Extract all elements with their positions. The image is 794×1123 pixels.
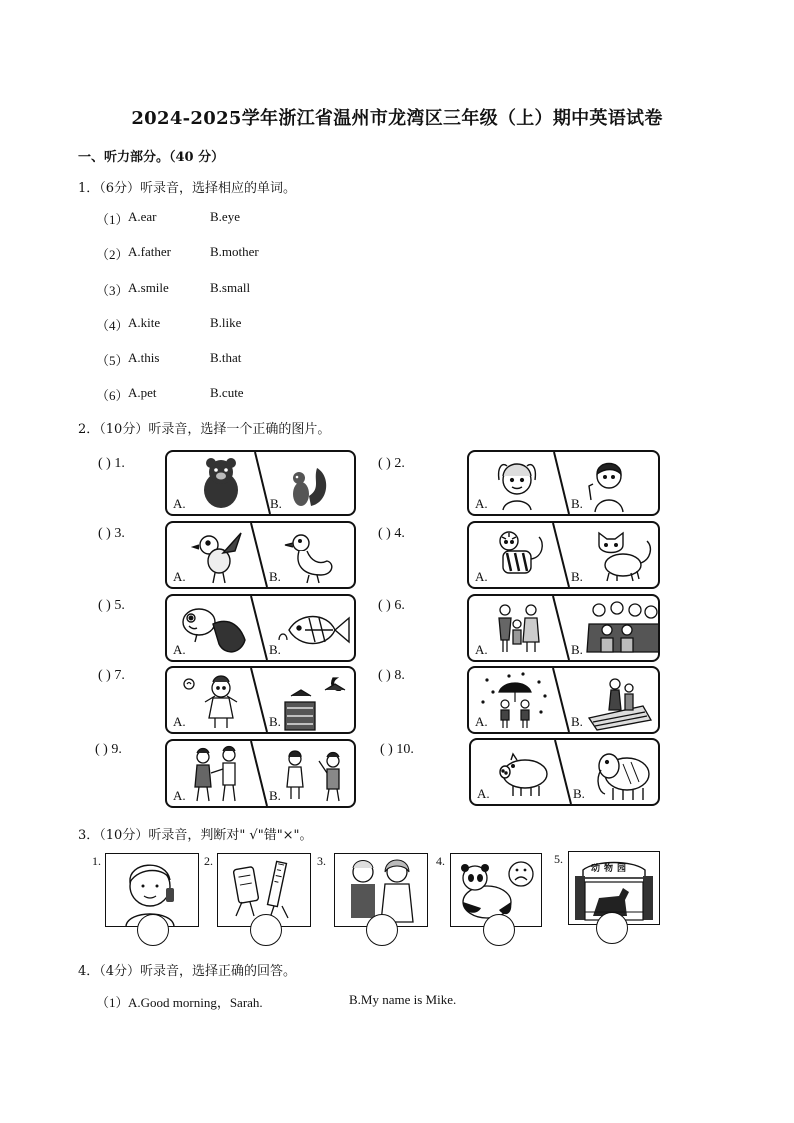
q3-item-number: 2. — [204, 854, 213, 868]
q1-option-a: A.smile — [128, 280, 169, 295]
option-b-label: B. — [270, 496, 282, 511]
q1-item-number: （1） — [96, 212, 129, 227]
q3-item-number: 4. — [436, 854, 445, 868]
elephant-picture — [598, 754, 649, 800]
q2-picture-pair-6 — [467, 594, 660, 662]
goldfish-picture — [183, 609, 245, 652]
option-a-label: A. — [173, 642, 186, 657]
q2-picture-pair-7 — [165, 666, 356, 734]
q2-picture-pair-2 — [467, 450, 660, 516]
playground-picture — [589, 679, 651, 730]
pig-picture — [500, 754, 547, 796]
q1-item-number: （6） — [96, 388, 129, 403]
q2-answer-paren-1: ( ) 1. — [98, 456, 125, 471]
big-family-picture — [587, 602, 658, 652]
q2-answer-paren-3: ( ) 3. — [98, 526, 125, 541]
q1-item-number: （3） — [96, 283, 129, 298]
girl-picture — [499, 464, 536, 510]
q2-picture-pair-9 — [165, 739, 356, 808]
q4-option-b: B.My name is Mike. — [349, 992, 457, 1007]
squirrel-picture — [293, 468, 326, 506]
q1-option-a: A.kite — [128, 315, 161, 330]
q2-picture-pair-5 — [165, 594, 356, 662]
boy-picture — [589, 464, 623, 513]
rainy-day-picture — [482, 673, 546, 728]
question-3-stem: 3．（10分）听录音，判断对" √"错"×"。 — [78, 828, 313, 843]
q1-option-b: B.eye — [210, 209, 240, 224]
q4-item-number: （1） — [96, 995, 129, 1010]
q3-item-number: 5. — [554, 852, 563, 866]
option-b-label: B. — [269, 714, 281, 729]
girl-waking-up-picture — [184, 676, 237, 728]
option-a-label: A. — [173, 569, 186, 584]
option-b-label: B. — [269, 788, 281, 803]
duck-picture — [285, 535, 332, 583]
option-a-label: A. — [477, 786, 490, 801]
q1-item-number: （5） — [96, 353, 129, 368]
option-b-label: B. — [269, 569, 281, 584]
question-2-stem: 2．（10分）听录音，选择一个正确的图片。 — [78, 422, 331, 437]
q2-answer-paren-9: ( ) 9. — [95, 742, 122, 757]
q3-answer-circle-5[interactable] — [596, 912, 628, 944]
small-family-picture — [499, 605, 539, 652]
q3-answer-circle-4[interactable] — [483, 914, 515, 946]
bear-picture — [204, 458, 238, 508]
tiger-picture — [500, 532, 542, 573]
page-title: 2024-2025学年浙江省温州市龙湾区三年级（上）期中英语试卷 — [131, 108, 663, 129]
option-b-label: B. — [573, 786, 585, 801]
option-a-label: A. — [475, 714, 488, 729]
q1-option-b: B.cute — [210, 385, 244, 400]
q3-item-number: 1. — [92, 854, 101, 868]
q2-picture-svg — [167, 452, 354, 514]
q4-option-a: A.Good morning，Sarah. — [128, 995, 263, 1010]
two-children-picture — [195, 747, 235, 802]
cat-picture — [599, 533, 650, 581]
q2-picture-pair-3 — [165, 521, 356, 589]
q1-option-b: B.that — [210, 350, 242, 365]
q1-option-a: A.pet — [128, 385, 157, 400]
option-b-label: B. — [571, 714, 583, 729]
q1-option-b: B.small — [210, 280, 251, 295]
option-a-label: A. — [475, 569, 488, 584]
q2-answer-paren-7: ( ) 7. — [98, 668, 125, 683]
zoo-sign-text: 动物园 — [591, 864, 631, 874]
q2-picture-pair-8 — [467, 666, 660, 734]
q2-answer-paren-5: ( ) 5. — [98, 598, 125, 613]
q1-option-a: A.this — [128, 350, 160, 365]
option-a-label: A. — [475, 642, 488, 657]
q1-item-number: （2） — [96, 247, 129, 262]
q2-answer-paren-6: ( ) 6. — [378, 598, 405, 613]
q3-answer-circle-1[interactable] — [137, 914, 169, 946]
option-a-label: A. — [173, 496, 186, 511]
option-b-label: B. — [571, 569, 583, 584]
question-1-stem: 1．（6分）听录音，选择相应的单词。 — [78, 181, 297, 196]
q1-option-b: B.mother — [210, 244, 259, 259]
q2-picture-pair-10 — [469, 738, 660, 806]
q2-picture-pair-1 — [165, 450, 356, 516]
q3-item-number: 3. — [317, 854, 326, 868]
q2-picture-pair-4 — [467, 521, 660, 589]
section-listening-heading: 一、听力部分。（40 分） — [78, 150, 225, 165]
q1-item-number: （4） — [96, 318, 129, 333]
q2-answer-paren-2: ( ) 2. — [378, 456, 405, 471]
q1-option-a: A.ear — [128, 209, 157, 224]
q2-answer-paren-10: ( ) 10. — [380, 742, 414, 757]
q3-answer-circle-3[interactable] — [366, 914, 398, 946]
q2-answer-paren-4: ( ) 4. — [378, 526, 405, 541]
children-greeting-picture — [287, 751, 339, 801]
q3-answer-circle-2[interactable] — [250, 914, 282, 946]
fish-picture — [279, 617, 349, 644]
option-a-label: A. — [173, 788, 186, 803]
option-b-label: B. — [571, 642, 583, 657]
option-a-label: A. — [475, 496, 488, 511]
question-4-stem: 4．（4分）听录音，选择正确的回答。 — [78, 964, 297, 979]
q2-answer-paren-8: ( ) 8. — [378, 668, 405, 683]
q1-option-b: B.like — [210, 315, 242, 330]
q1-option-a: A.father — [128, 244, 171, 259]
night-scene-picture — [285, 678, 345, 730]
option-a-label: A. — [173, 714, 186, 729]
bird-picture — [193, 533, 241, 583]
option-b-label: B. — [571, 496, 583, 511]
option-b-label: B. — [269, 642, 281, 657]
